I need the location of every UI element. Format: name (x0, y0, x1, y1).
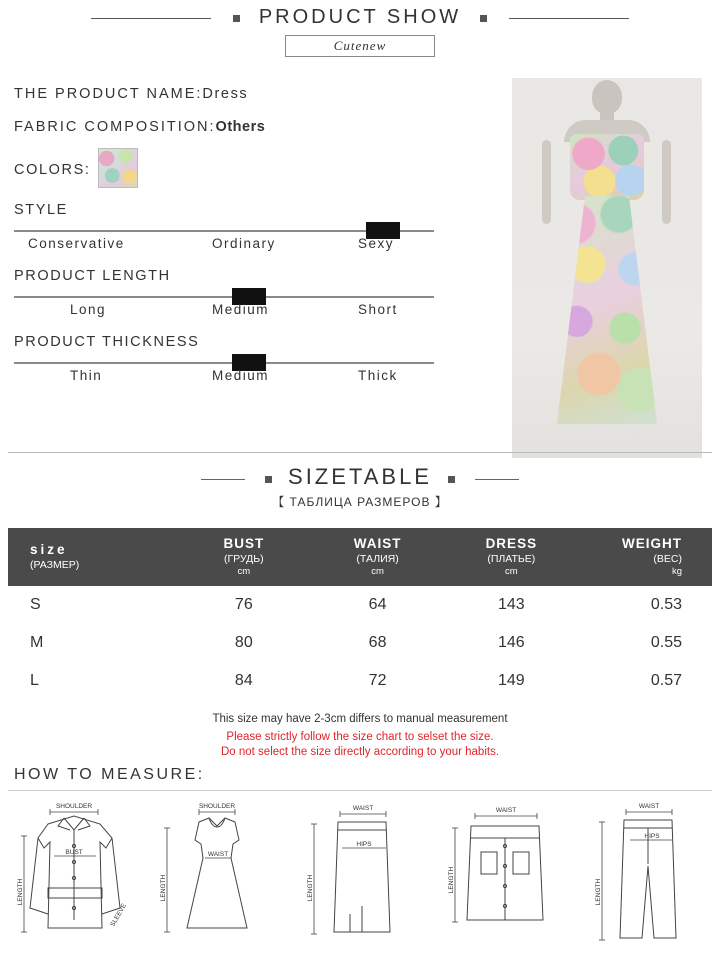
sizetable-dot-right (448, 476, 455, 483)
svg-text:SLEEVE: SLEEVE (109, 902, 129, 928)
style-slider-labels (14, 236, 434, 258)
pencil-skirt-measure-diagram (294, 796, 426, 954)
sizetable-rule-right (475, 479, 519, 480)
fabric-value: Others (215, 119, 266, 135)
length-slider-title: PRODUCT LENGTH (14, 268, 171, 284)
sizetable-rule-left (201, 479, 245, 480)
cell-weight: 0.53 (650, 596, 682, 613)
thickness-slider-title: PRODUCT THICKNESS (14, 334, 200, 350)
sizetable-header (0, 464, 720, 510)
size-warning-line1: Please strictly follow the size chart to selset the size. (226, 731, 494, 743)
svg-text:WAIST: WAIST (495, 807, 517, 814)
brand-badge: Cutenew (285, 35, 435, 57)
size-table (8, 528, 712, 700)
svg-text:LENGTH: LENGTH (595, 878, 602, 906)
svg-text:LENGTH: LENGTH (307, 874, 314, 902)
cell-size: L (30, 672, 39, 689)
size-table-head (8, 528, 712, 586)
svg-text:HIPS: HIPS (356, 841, 372, 848)
length-option-short: Short (358, 302, 398, 317)
cell-bust: 84 (234, 672, 253, 689)
cell-weight: 0.57 (650, 672, 682, 689)
measurement-note: This size may have 2-3cm differs to manual measurement (212, 713, 508, 725)
cell-size: S (30, 596, 41, 613)
cell-size: M (30, 634, 44, 651)
svg-text:LENGTH: LENGTH (448, 866, 455, 894)
mini-skirt-measure-diagram (437, 796, 569, 954)
column-header-size: size (РАЗМЕР) (8, 528, 177, 586)
svg-text:WAIST: WAIST (207, 851, 229, 858)
header-dot-left (233, 15, 240, 22)
thickness-option-thin: Thin (70, 368, 103, 383)
cell-dress: 146 (497, 634, 525, 651)
column-header-weight: WEIGHT (ВЕС) kg (578, 528, 712, 586)
dress-bodice (570, 134, 644, 200)
table-row (8, 624, 712, 662)
svg-text:SHOULDER: SHOULDER (55, 803, 93, 810)
length-slider-track[interactable] (14, 296, 434, 298)
svg-text:HIPS: HIPS (644, 833, 660, 840)
style-slider-title: STYLE (14, 202, 68, 218)
style-slider-block (14, 202, 434, 258)
page-header (0, 6, 720, 57)
style-option-sexy: Sexy (358, 236, 395, 251)
length-option-medium: Medium (212, 302, 270, 317)
cell-weight: 0.55 (650, 634, 682, 651)
thickness-slider-block (14, 334, 434, 390)
sizetable-dot-left (265, 476, 272, 483)
mannequin-arm-right (662, 140, 671, 224)
style-option-ordinary: Ordinary (212, 236, 276, 251)
page-title: PRODUCT SHOW (258, 6, 462, 28)
product-info-block (14, 86, 434, 400)
jacket-measure-diagram (8, 796, 140, 954)
svg-text:WAIST: WAIST (352, 805, 374, 812)
column-header-bust: BUST (ГРУДЬ) cm (177, 528, 311, 586)
style-slider-track[interactable] (14, 230, 434, 232)
mannequin-arm-left (542, 140, 551, 224)
size-table-header-row (8, 528, 712, 586)
sizetable-divider (8, 452, 712, 453)
product-name-label: THE PRODUCT NAME: (14, 86, 203, 102)
size-table-body (8, 586, 712, 700)
length-slider-labels (14, 302, 434, 324)
table-row (8, 662, 712, 700)
cell-waist: 72 (368, 672, 387, 689)
size-warning-note (0, 730, 720, 760)
product-name-value: Dress (202, 86, 249, 102)
cell-dress: 143 (497, 596, 525, 613)
column-header-waist: WAIST (ТАЛИЯ) cm (311, 528, 445, 586)
trousers-measure-diagram (580, 796, 712, 954)
sizetable-subtitle: 【 ТАБЛИЦА РАЗМЕРОВ 】 (272, 495, 448, 509)
header-dot-right (480, 15, 487, 22)
svg-text:WAIST: WAIST (638, 803, 660, 810)
cell-bust: 76 (234, 596, 253, 613)
table-row (8, 586, 712, 624)
color-swatch[interactable] (98, 148, 138, 188)
thickness-slider-track[interactable] (14, 362, 434, 364)
column-header-dress: DRESS (ПЛАТЬЕ) cm (444, 528, 578, 586)
length-option-long: Long (70, 302, 107, 317)
how-to-measure-title: HOW TO MEASURE: (14, 766, 205, 783)
svg-text:BUST: BUST (65, 849, 83, 856)
cell-bust: 80 (234, 634, 253, 651)
cell-dress: 149 (497, 672, 525, 689)
svg-text:SHOULDER: SHOULDER (198, 803, 236, 810)
thickness-option-medium: Medium (212, 368, 270, 383)
thickness-slider-labels (14, 368, 434, 390)
how-to-measure-figures (8, 796, 712, 954)
svg-text:LENGTH: LENGTH (160, 874, 167, 902)
thickness-option-thick: Thick (358, 368, 398, 383)
product-photo[interactable] (512, 78, 702, 458)
cell-waist: 68 (368, 634, 387, 651)
colors-label: COLORS: (14, 162, 91, 178)
size-warning-line2: Do not select the size directly according to your habits. (220, 746, 500, 758)
cell-waist: 64 (368, 596, 387, 613)
fabric-label: FABRIC COMPOSITION: (14, 119, 216, 135)
dress-skirt (557, 196, 657, 424)
fabric-row (14, 119, 434, 135)
header-rule-left (91, 18, 211, 19)
product-name-row (14, 86, 434, 102)
svg-text:LENGTH: LENGTH (17, 878, 24, 906)
style-option-conservative: Conservative (28, 236, 125, 251)
length-slider-block (14, 268, 434, 324)
dress-measure-diagram (151, 796, 283, 954)
how-to-measure-divider (8, 790, 712, 791)
sizetable-title: SIZETABLE (288, 464, 432, 489)
colors-row (14, 152, 434, 188)
header-rule-right (509, 18, 629, 19)
